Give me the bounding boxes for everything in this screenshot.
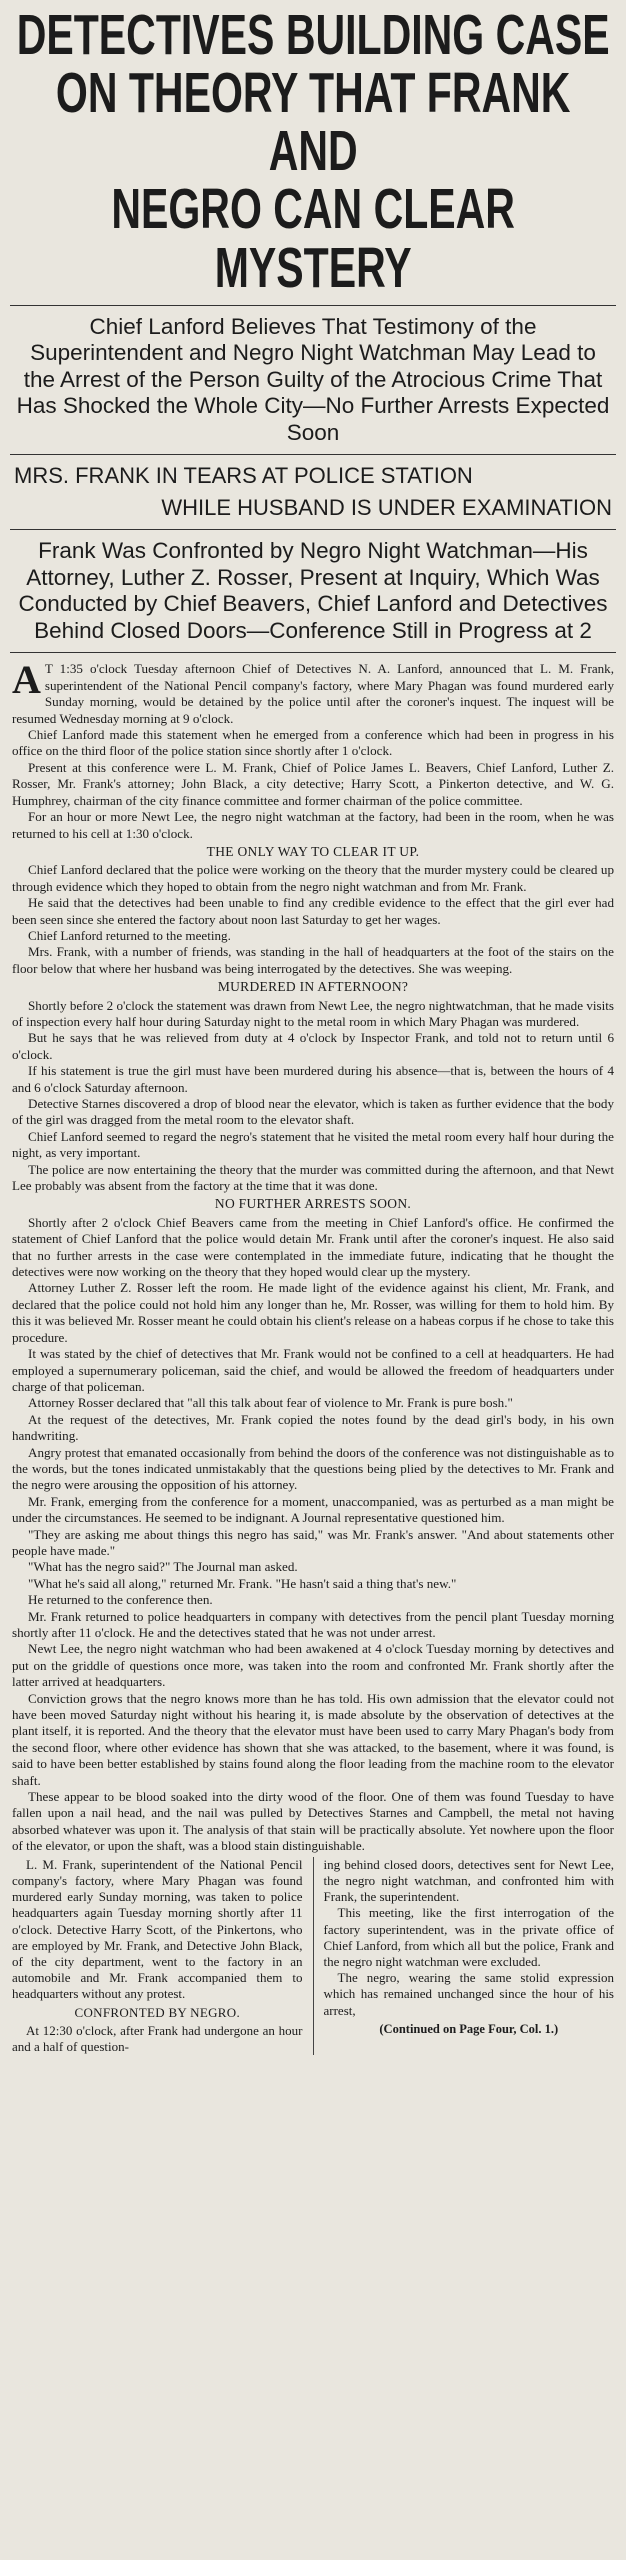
paragraph: He returned to the conference then.: [28, 1592, 213, 1608]
headline: [10, 3, 616, 300]
paragraph: L. M. Frank, superintendent of the National Pencil company's factory, where Mary Phagan was found murdered early Sunday morning, was taken to police headquarters again Tuesday morning shortly after 11 o'clock. Detective Harry Scott, of the Pinkertons, who are employed by Mr. Frank, and Detective John Black, of the city department, went to the factory in an automobile and Mr. Frank accompanied them to headquarters without any protest.: [12, 1856, 303, 2002]
two-column-section: [12, 1857, 614, 2055]
paragraph: Newt Lee, the negro night watchman who had been awakened at 4 o'clock Tuesday morning by detectives and put on the griddle of questions once more, was taken into the room and confronted Mr. Frank shortly after the latter arrived at headquarters.: [12, 1641, 614, 1690]
subhead-murdered-in-afternoon: MURDERED IN AFTERNOON?: [217, 979, 409, 995]
deck-3: Frank Was Confronted by Negro Night Watchman—His Attorney, Luther Z. Rosser, Present at Inquiry, Which Was Conducted by Chief Beavers, Chief Lanford and Detectives Behind Closed Doors—Conference Still in Progress at 2: [18, 538, 608, 643]
drop-cap: A: [12, 657, 41, 703]
paragraph: At the request of the detectives, Mr. Frank copied the notes found by the dead girl's body, in his own handwriting.: [12, 1411, 614, 1444]
paragraph: Mr. Frank, emerging from the conference for a moment, unaccompanied, was as perturbed as a man might be under the circumstances. He seemed to be indignant. A Journal representative questioned him.: [12, 1493, 614, 1526]
paragraph: Mrs. Frank, with a number of friends, was standing in the hall of headquarters at the foot of the stairs on the floor below that where her husband was being interrogated by the detectives. She was weeping.: [12, 944, 614, 976]
article-body: [12, 657, 614, 2055]
column-left: [12, 1857, 303, 2055]
paragraph: Chief Lanford returned to the meeting.: [28, 927, 231, 943]
continued-notice: (Continued on Page Four, Col. 1.): [379, 2021, 559, 2036]
paragraph: It was stated by the chief of detectives that Mr. Frank would not be confined to a cell at headquarters. He had employed a supernumerary policeman, said the chief, and would be allowed the freedom of headquarters under charge of that policeman.: [12, 1346, 614, 1394]
deck-2-line-2: WHILE HUSBAND IS UNDER EXAMINATION: [161, 495, 612, 521]
paragraph: But he says that he was relieved from duty at 4 o'clock by Inspector Frank, and told not to return until 6 o'clock.: [12, 1030, 614, 1062]
paragraph: Present at this conference were L. M. Frank, Chief of Police James L. Beavers, Chief Lanford, Luther Z. Rosser, Mr. Frank's attorney; John Black, a city detective; Harry Scott, a Pinkerton detective, and W. G. Humphrey, chairman of the city finance committee and former chairman of the police committee.: [12, 759, 614, 808]
paragraph: Chief Lanford seemed to regard the negro's statement that he visited the metal room every half hour during the night, as very important.: [12, 1128, 614, 1161]
paragraph: These appear to be blood soaked into the dirty wood of the floor. One of them was found Tuesday to have fallen upon a nail head, and the nail was pulled by Detectives Starnes and Campbell, the metal not having absorbed whatever was upon it. The analysis of that stain will be practically absolute. Yet nowhere upon the floor of the elevator, or upon the shaft, was a blood stain distinguishable.: [12, 1789, 614, 1854]
paragraph: Chief Lanford declared that the police were working on the theory that the murder mystery could be cleared up through evidence which they hoped to obtain from the negro night watchman and from Mr. Frank.: [12, 862, 614, 894]
lead-text: T 1:35 o'clock Tuesday afternoon Chief of Detectives N. A. Lanford, announced that L. M. Frank, superintendent of the National Pencil company's factory, where Mary Phagan was found murdered early Sunday morning, would be detained by the police until after the coroner's inquest. The inquest will be resumed Wednesday morning at 9 o'clock.: [12, 661, 614, 726]
paragraph: Conviction grows that the negro knows more than he has told. His own admission that the elevator could not have been moved Saturday night without his hearing it, is made absolute by the observation of detectives at the plant itself, it is reported. And the theory that the elevator must have been used to carry Mary Phagan's body from the second floor, where other evidence has shown that she was attacked, to the basement, where it was found, is said to have been better established by stains found along the floor leading from the machine room to the elevator shaft.: [12, 1690, 614, 1788]
rule: [10, 529, 616, 530]
paragraph: Shortly after 2 o'clock Chief Beavers came from the meeting in Chief Lanford's office. He confirmed the statement of Chief Lanford that the police would detain Mr. Frank until after the coroner's inquest. He also said that no further arrests in the case were contemplated in the immediate future, indicating that he thought the detectives were now working on the theory that they hoped would clear up the mystery.: [12, 1214, 614, 1280]
article-lead: [12, 657, 614, 727]
column-divider: [313, 1857, 314, 2055]
subhead-no-further-arrests: NO FURTHER ARRESTS SOON.: [214, 1196, 412, 1212]
paragraph: "What he's said all along," returned Mr. Frank. "He hasn't said a thing that's new.": [28, 1575, 457, 1591]
paragraph: If his statement is true the girl must have been murdered during his absence—that is, between the hours of 4 and 6 o'clock Saturday afternoon.: [12, 1063, 614, 1095]
paragraph: He said that the detectives had been unable to find any credible evidence to the effect that the girl ever had been seen since she entered the factory about noon last Saturday to get her wages.: [12, 895, 614, 927]
paragraph: Attorney Rosser declared that "all this talk about fear of violence to Mr. Frank is pure bosh.": [28, 1395, 513, 1411]
paragraph: For an hour or more Newt Lee, the negro night watchman at the factory, had been in the room, when he was returned to his cell at 1:30 o'clock.: [12, 809, 614, 841]
subhead-confronted-by-negro: CONFRONTED BY NEGRO.: [74, 2004, 240, 2020]
paragraph: "What has the negro said?" The Journal man asked.: [28, 1559, 298, 1575]
paragraph: Mr. Frank returned to police headquarters in company with detectives from the pencil plant Tuesday morning shortly after 11 o'clock. He and the detectives stated that he was not under arrest.: [12, 1608, 614, 1641]
rule: [10, 454, 616, 455]
paragraph: "They are asking me about things this negro has said," was Mr. Frank's answer. "And about statements other people have made.": [12, 1526, 614, 1558]
paragraph: The negro, wearing the same stolid expression which has remained unchanged since the hour of his arrest,: [323, 1970, 614, 2018]
paragraph: ing behind closed doors, detectives sent for Newt Lee, the negro night watchman, and confronted him with Frank, the superintendent.: [323, 1856, 614, 1905]
deck-2-line-1: MRS. FRANK IN TEARS AT POLICE STATION: [14, 463, 473, 489]
paragraph: Attorney Luther Z. Rosser left the room. He made light of the evidence against his client, Mr. Frank, and declared that the police could not hold him any longer than he, Mr. Rosser, was willing for them to hold him. By this it was believed Mr. Rosser meant he could obtain his client's release on a habeas corpus if he chose to take this procedure.: [12, 1280, 614, 1345]
headline-line-1: DETECTIVES BUILDING CASE: [16, 3, 610, 67]
paragraph: The police are now entertaining the theory that the murder was committed during the afternoon, and that Newt Lee probably was absent from the factory at the time that it was done.: [12, 1161, 614, 1194]
column-right: [324, 1857, 615, 2055]
paragraph: Angry protest that emanated occasionally from behind the doors of the conference was not distinguishable as to the words, but the tones indicated unmistakably that the questions being plied by the detectives to Mr. Frank and the negro were arousing the opposition of his attorney.: [12, 1444, 614, 1493]
paragraph: Detective Starnes discovered a drop of blood near the elevator, which is taken as further evidence that the body of the girl was dragged from the metal room to the elevator shaft.: [12, 1096, 614, 1128]
paragraph: This meeting, like the first interrogation of the factory superintendent, was in the private office of Chief Lanford, from which all but the police, Frank and the negro night watchman were excluded.: [323, 1905, 614, 1969]
headline-line-2: ON THEORY THAT FRANK AND: [55, 61, 571, 184]
headline-line-3: NEGRO CAN CLEAR MYSTERY: [111, 177, 515, 300]
paragraph: Shortly before 2 o'clock the statement was drawn from Newt Lee, the negro nightwatchman, that he made visits of inspection every half hour during Saturday night to the metal room in which Mary Phagan was murdered.: [12, 997, 614, 1029]
rule: [10, 305, 616, 306]
paragraph: Chief Lanford made this statement when he emerged from a conference which had been in progress in his office on the third floor of the police station since shortly after 1 o'clock.: [12, 727, 614, 759]
deck-1: Chief Lanford Believes That Testimony of the Superintendent and Negro Night Watchman May Lead to the Arrest of the Person Guilty of the Atrocious Crime That Has Shocked the Whole City—No Further Arrests Expected Soon: [16, 313, 610, 445]
rule: [10, 652, 616, 653]
paragraph: At 12:30 o'clock, after Frank had undergone an hour and a half of question-: [12, 2022, 303, 2054]
subhead-clear-it-up: THE ONLY WAY TO CLEAR IT UP.: [206, 843, 420, 859]
newspaper-page: [10, 0, 616, 2055]
